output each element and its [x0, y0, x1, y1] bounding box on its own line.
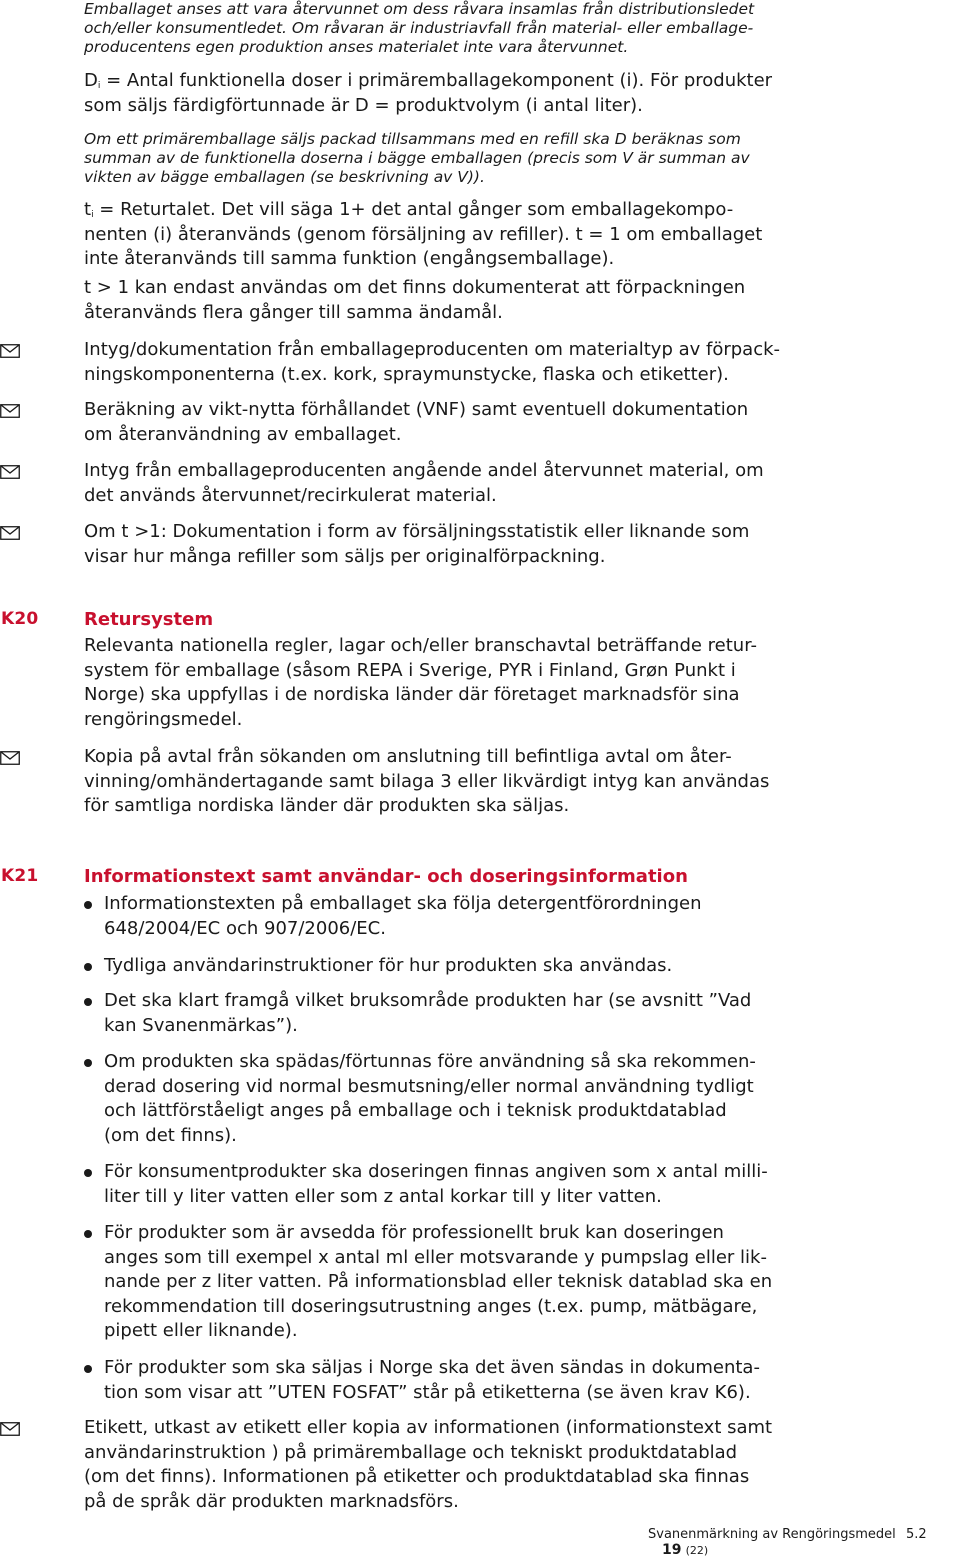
k20-requirement-text: [84, 634, 757, 732]
k21-documentation: [84, 1416, 772, 1514]
bullet-dot: [84, 1169, 92, 1177]
footer-document-title: Svanenmärkning av Rengöringsmedel: [648, 1527, 896, 1542]
bullet-dot: [84, 901, 92, 909]
ti-symbol: t: [84, 199, 92, 220]
text-line: (om det finns).: [104, 1124, 237, 1146]
text-line: nenten (i) återanvänds (genom försäljning av refiller). t = 1 om emballaget: [84, 223, 763, 245]
envelope-icon: [0, 751, 22, 767]
documentation-item: [84, 338, 780, 387]
text-line: För konsumentprodukter ska doseringen finnas angiven som x antal milli-: [104, 1161, 768, 1182]
text-line: 648/2004/EC och 907/2006/EC.: [104, 917, 386, 939]
text-line: För produkter som är avsedda för professionellt bruk kan doseringen: [104, 1222, 724, 1243]
footer-version: 5.2: [905, 1527, 927, 1542]
k21-bullet-item: [104, 954, 672, 979]
text-line: Om produkten ska spädas/förtunnas före användning så ska rekommen-: [104, 1051, 756, 1072]
text-line: för samtliga nordiska länder där produkten ska säljas.: [84, 795, 570, 816]
documentation-item: [84, 459, 764, 508]
envelope-icon: [0, 1422, 22, 1438]
ti-definition: [84, 198, 762, 272]
k21-bullet-item: [104, 892, 701, 941]
text-line: Intyg/dokumentation från emballageproducenten om materialtyp av förpack-: [84, 339, 781, 360]
text-line: pipett eller liknande).: [104, 1320, 298, 1341]
text-line: tion som visar att ”UTEN FOSFAT” står på etiketterna (se även krav K6).: [104, 1381, 751, 1403]
documentation-item: [84, 520, 749, 569]
di-subscript: i: [97, 81, 101, 91]
text-line: nande per z liter vatten. På informationsblad eller teknisk datablad ska en: [104, 1271, 773, 1292]
envelope-icon: [0, 344, 22, 360]
text-line: t > 1 kan endast användas om det finns dokumenterat att förpackningen: [84, 277, 746, 298]
text-line: Om t >1: Dokumentation i form av försäljningsstatistik eller liknande som: [84, 521, 750, 542]
refill-italic-paragraph: [84, 130, 750, 187]
text-line: = Antal funktionella doser i primäremballagekomponent (i). För produkter: [100, 70, 773, 91]
text-line: Norge) ska uppfyllas i de nordiska länder där företaget marknadsför sina: [84, 684, 740, 705]
text-line: producentens egen produktion anses materialet inte vara återvunnet.: [84, 38, 629, 56]
page-footer: [648, 1527, 958, 1558]
k20-documentation: [84, 745, 769, 819]
text-line: Kopia på avtal från sökanden om anslutning till befintliga avtal om åter-: [84, 746, 732, 767]
text-line: vikten av bägge emballagen (se beskrivning av V)).: [84, 168, 485, 186]
text-line: kan Svanenmärkas”).: [104, 1014, 298, 1036]
k21-bullet-item: [104, 1356, 760, 1405]
envelope-icon: [0, 526, 22, 542]
text-line: Relevanta nationella regler, lagar och/eller branschavtal beträffande retur-: [84, 635, 757, 656]
text-line: på de språk där produkten marknadsförs.: [84, 1490, 459, 1512]
intro-italic-paragraph: [84, 0, 754, 57]
footer-page-number: 19: [662, 1542, 682, 1558]
k21-bullet-item: [104, 1050, 756, 1148]
text-line: Etikett, utkast av etikett eller kopia av informationen (informationstext samt: [84, 1417, 773, 1438]
text-line: Det ska klart framgå vilket bruksområde produkten har (se avsnitt ”Vad: [104, 990, 752, 1011]
bullet-dot: [84, 1059, 92, 1067]
ti-subscript: i: [91, 210, 94, 220]
text-line: Beräkning av vikt-nytta förhållandet (VNF) samt eventuell dokumentation: [84, 399, 749, 420]
text-line: liter till y liter vatten eller som z antal korkar till y liter vatten.: [104, 1185, 662, 1207]
text-line: system för emballage (såsom REPA i Sverige, PYR i Finland, Grøn Punkt i: [84, 659, 736, 681]
k21-bullet-item: [104, 1160, 768, 1209]
text-line: om återanvändning av emballaget.: [84, 423, 402, 445]
text-line: Om ett primäremballage säljs packad tillsammans med en refill ska D beräknas som: [84, 130, 741, 148]
text-line: derad dosering vid normal besmutsning/eller normal användning tydligt: [104, 1075, 754, 1097]
text-line: Tydliga användarinstruktioner för hur produkten ska användas.: [104, 955, 673, 976]
section-code-k21: K21: [1, 866, 39, 886]
text-line: För produkter som ska säljas i Norge ska det även sändas in dokumenta-: [104, 1357, 760, 1378]
text-line: (om det finns). Informationen på etiketter och produktdatablad ska finnas: [84, 1466, 750, 1487]
k21-bullet-item: [104, 989, 751, 1038]
text-line: och lättförståeligt anges på emballage och i teknisk produktdatablad: [104, 1100, 727, 1121]
section-code-k20: K20: [1, 609, 39, 629]
text-line: som säljs färdigförtunnade är D = produktvolym (i antal liter).: [84, 94, 643, 116]
envelope-icon: [0, 404, 22, 420]
text-line: och/eller konsumentledet. Om råvaran är industriavfall från material- eller emballage-: [84, 19, 754, 37]
text-line: det används återvunnet/recirkulerat material.: [84, 484, 497, 506]
text-line: Emballaget anses att vara återvunnet om dess råvara insamlas från distributionsledet: [84, 0, 755, 18]
section-title-k20: Retursystem: [84, 609, 214, 630]
t-greater-than-one-note: [84, 276, 745, 325]
text-line: rekommendation till doseringsutrustning anges (t.ex. pump, mätbägare,: [104, 1295, 758, 1317]
di-definition: [84, 69, 772, 118]
text-line: visar hur många refiller som säljs per originalförpackning.: [84, 545, 606, 567]
text-line: användarinstruktion ) på primäremballage och tekniskt produktdatablad: [84, 1441, 738, 1463]
k21-bullet-item: [104, 1221, 772, 1344]
text-line: rengöringsmedel.: [84, 708, 243, 730]
section-title-k21: Informationstext samt användar- och doseringsinformation: [84, 866, 688, 887]
text-line: = Returtalet. Det vill säga 1+ det antal gånger som emballagekompo-: [93, 199, 734, 220]
text-line: ningskomponenterna (t.ex. kork, spraymunstycke, flaska och etiketter).: [84, 363, 729, 385]
text-line: återanvänds flera gånger till samma ändamål.: [84, 301, 503, 323]
text-line: vinning/omhändertagande samt bilaga 3 eller likvärdigt intyg kan användas: [84, 770, 770, 792]
text-line: Informationstexten på emballaget ska följa detergentförordningen: [104, 893, 702, 914]
footer-total-pages: (22): [685, 1544, 709, 1557]
bullet-dot: [84, 1230, 92, 1238]
text-line: Intyg från emballageproducenten angående andel återvunnet material, om: [84, 460, 764, 481]
di-symbol: D: [84, 70, 98, 91]
bullet-dot: [84, 1365, 92, 1373]
bullet-dot: [84, 998, 92, 1006]
text-line: anges som till exempel x antal ml eller motsvarande y pumpslag eller lik-: [104, 1246, 767, 1268]
text-line: summan av de funktionella doserna i bägge emballagen (precis som V är summan av: [84, 149, 750, 167]
bullet-dot: [84, 963, 92, 971]
text-line: inte återanvänds till samma funktion (engångsemballage).: [84, 248, 615, 269]
envelope-icon: [0, 465, 22, 481]
documentation-item: [84, 398, 748, 447]
